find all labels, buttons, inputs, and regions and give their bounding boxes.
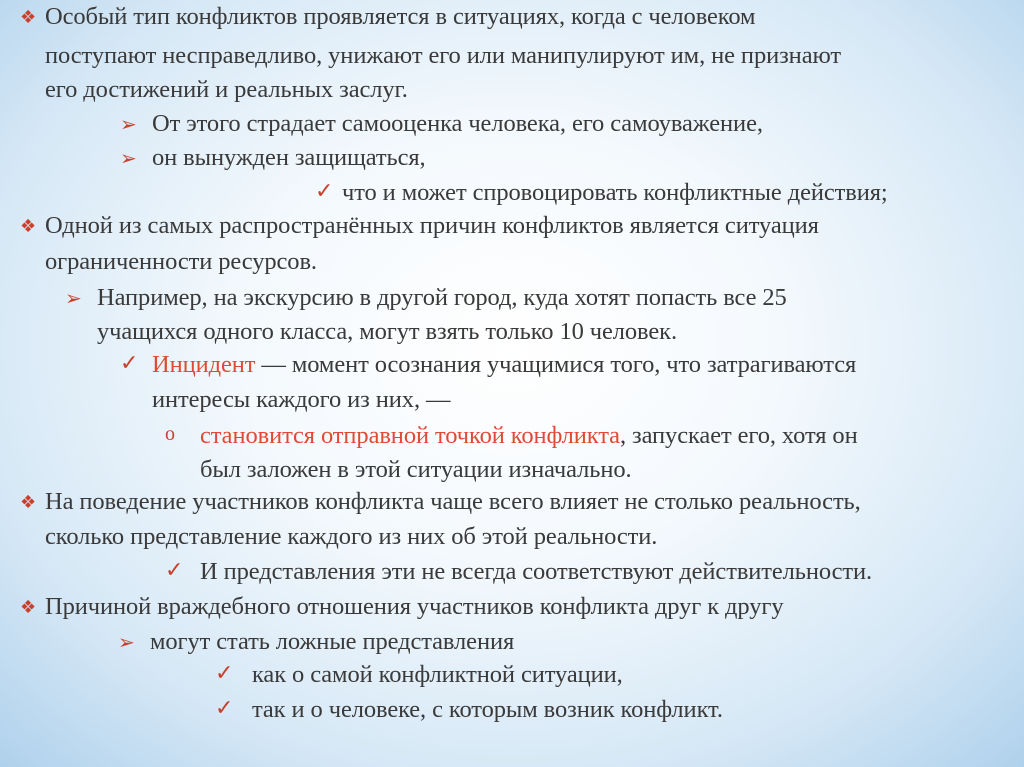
subpoint-text: могут стать ложные представления <box>150 628 515 655</box>
incident-definition: — момент осознания учащимися того, что затрагиваются <box>255 351 857 378</box>
check-text: так и о человеке, с которым возник конфликт. <box>252 696 723 723</box>
checkmark-icon: ✓ <box>215 661 234 686</box>
example-text: Например, на экскурсию в другой город, куда хотят попасть все 25 <box>97 284 787 311</box>
check-text: И представления эти не всегда соответствуют действительности. <box>200 558 873 585</box>
paragraph-3-text: На поведение участников конфликта чаще всего влияет не столько реальность, <box>45 488 861 515</box>
diamond-bullet-icon: ❖ <box>20 7 37 28</box>
checkmark-icon: ✓ <box>120 351 139 376</box>
arrow-bullet-icon: ➢ <box>120 146 137 170</box>
paragraph-2-line-2: ограниченности ресурсов. <box>45 248 317 275</box>
paragraph-1-line-2: поступают несправедливо, унижают его или манипулируют им, не признают <box>45 42 841 69</box>
checkmark-icon: ✓ <box>165 558 184 583</box>
paragraph-2-text: Одной из самых распространённых причин конфликтов является ситуация <box>45 212 819 239</box>
circle-bullet-icon: o <box>165 423 175 445</box>
incident-text <box>152 350 856 380</box>
arrow-bullet-icon: ➢ <box>65 286 82 310</box>
diamond-bullet-icon: ❖ <box>20 597 37 618</box>
paragraph-1-line-3: его достижений и реальных заслуг. <box>45 76 408 103</box>
paragraph-1-text: Особый тип конфликтов проявляется в ситуациях, когда с человеком <box>45 3 756 30</box>
start-point-term: становится отправной точкой конфликта <box>200 422 620 449</box>
incident-line-2: интересы каждого из них, — <box>152 386 451 413</box>
diamond-bullet-icon: ❖ <box>20 216 37 237</box>
checkmark-icon: ✓ <box>315 179 334 204</box>
paragraph-3-line-2: сколько представление каждого из них об этой реальности. <box>45 523 658 550</box>
check-text: как о самой конфликтной ситуации, <box>252 661 623 688</box>
start-point-text <box>200 421 858 451</box>
arrow-bullet-icon: ➢ <box>118 630 135 654</box>
subpoint-text: он вынужден защищаться, <box>152 144 426 171</box>
diamond-bullet-icon: ❖ <box>20 492 37 513</box>
subpoint-text: От этого страдает самооценка человека, его самоуважение, <box>152 110 763 137</box>
check-text: что и может спровоцировать конфликтные действия; <box>342 179 888 206</box>
paragraph-4-text: Причиной враждебного отношения участников конфликта друг к другу <box>45 593 784 620</box>
checkmark-icon: ✓ <box>215 696 234 721</box>
arrow-bullet-icon: ➢ <box>120 112 137 136</box>
example-line-2: учащихся одного класса, могут взять только 10 человек. <box>97 318 677 345</box>
incident-term: Инцидент <box>152 351 256 378</box>
start-point-rest: , запускает его, хотя он <box>619 422 858 449</box>
start-point-line-2: был заложен в этой ситуации изначально. <box>200 456 632 483</box>
